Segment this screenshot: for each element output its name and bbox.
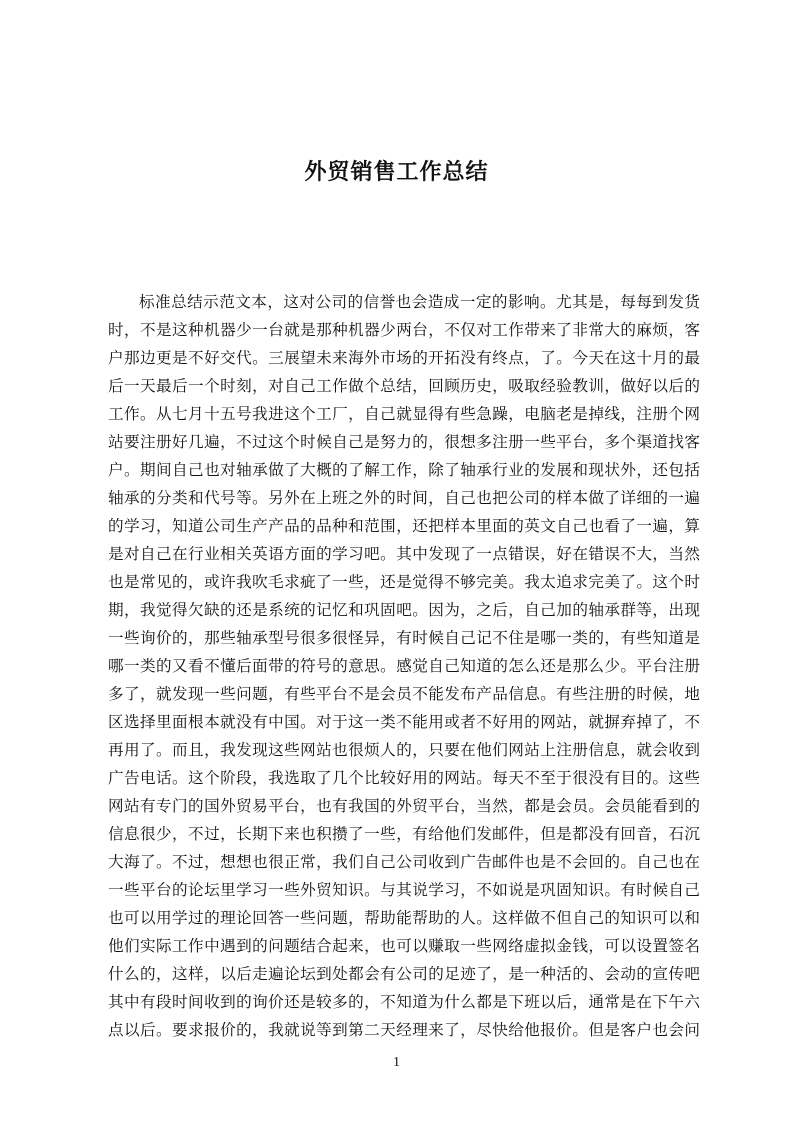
text-line: 一些询价的，那些轴承型号很多很怪异，有时候自己记不住是哪一类的，有些知道是 — [108, 629, 700, 647]
text-line: 的学习，知道公司生产产品的品种和范围，还把样本里面的英文自己也看了一遍，算 — [108, 517, 700, 535]
text-line: 标准总结示范文本，这对公司的信誉也会造成一定的影响。尤其是，每每到发货 — [139, 293, 700, 311]
text-line: 区选择里面根本就没有中国。对于这一类不能用或者不好用的网站，就摒弃掉了，不 — [108, 713, 700, 731]
text-line: 工作。从七月十五号我进这个工厂，自己就显得有些急躁，电脑老是掉线，注册个网 — [108, 405, 700, 423]
text-line: 哪一类的又看不懂后面带的符号的意思。感觉自己知道的怎么还是那么少。平台注册 — [108, 657, 700, 675]
text-line: 轴承的分类和代号等。另外在上班之外的时间，自己也把公司的样本做了详细的一遍 — [108, 489, 700, 507]
text-line: 大海了。不过，想想也很正常，我们自己公司收到广告邮件也是不会回的。自己也在 — [108, 853, 700, 871]
text-line: 时，不是这种机器少一台就是那种机器少两台，不仅对工作带来了非常大的麻烦，客 — [108, 321, 700, 339]
text-line: 其中有段时间收到的询价还是较多的，不知道为什么都是下班以后，通常是在下午六 — [108, 993, 700, 1011]
text-line: 也可以用学过的理论回答一些问题，帮助能帮助的人。这样做不但自己的知识可以和 — [108, 909, 700, 927]
text-line: 期，我觉得欠缺的还是系统的记忆和巩固吧。因为，之后，自己加的轴承群等，出现 — [108, 601, 700, 619]
text-line: 后一天最后一个时刻，对自己工作做个总结，回顾历史，吸取经验教训，做好以后的 — [108, 377, 700, 395]
document-title: 外贸销售工作总结 — [304, 159, 489, 185]
text-line: 他们实际工作中遇到的问题结合起来，也可以赚取一些网络虚拟金钱，可以设置签名 — [108, 937, 700, 955]
text-line: 网站有专门的国外贸易平台，也有我国的外贸平台，当然，都是会员。会员能看到的 — [108, 797, 700, 815]
text-line: 点以后。要求报价的，我就说等到第二天经理来了，尽快给他报价。但是客户也会问 — [108, 1021, 700, 1039]
text-line: 户。期间自己也对轴承做了大概的了解工作，除了轴承行业的发展和现状外，还包括 — [108, 461, 700, 479]
text-line: 信息很少，不过，长期下来也积攒了一些，有给他们发邮件，但是都没有回音，石沉 — [108, 825, 700, 843]
text-line: 是对自己在行业相关英语方面的学习吧。其中发现了一点错误，好在错误不大，当然 — [108, 545, 700, 563]
body-paragraph — [108, 288, 700, 1044]
page-number: 1 — [393, 1055, 400, 1070]
text-line: 什么的，这样，以后走遍论坛到处都会有公司的足迹了，是一种活的、会动的宣传吧 — [108, 965, 700, 983]
text-line: 也是常见的，或许我吹毛求疵了一些，还是觉得不够完美。我太追求完美了。这个时 — [108, 573, 700, 591]
text-line: 站要注册好几遍，不过这个时候自己是努力的，很想多注册一些平台，多个渠道找客 — [108, 433, 700, 451]
text-line: 一些平台的论坛里学习一些外贸知识。与其说学习，不如说是巩固知识。有时候自己 — [108, 881, 700, 899]
text-line: 多了，就发现一些问题，有些平台不是会员不能发布产品信息。有些注册的时候，地 — [108, 685, 700, 703]
text-line: 广告电话。这个阶段，我选取了几个比较好用的网站。每天不至于很没有目的。这些 — [108, 769, 700, 787]
text-line: 再用了。而且，我发现这些网站也很烦人的，只要在他们网站上注册信息，就会收到 — [108, 741, 700, 759]
text-line: 户那边更是不好交代。三展望未来海外市场的开拓没有终点，了。今天在这十月的最 — [108, 349, 700, 367]
